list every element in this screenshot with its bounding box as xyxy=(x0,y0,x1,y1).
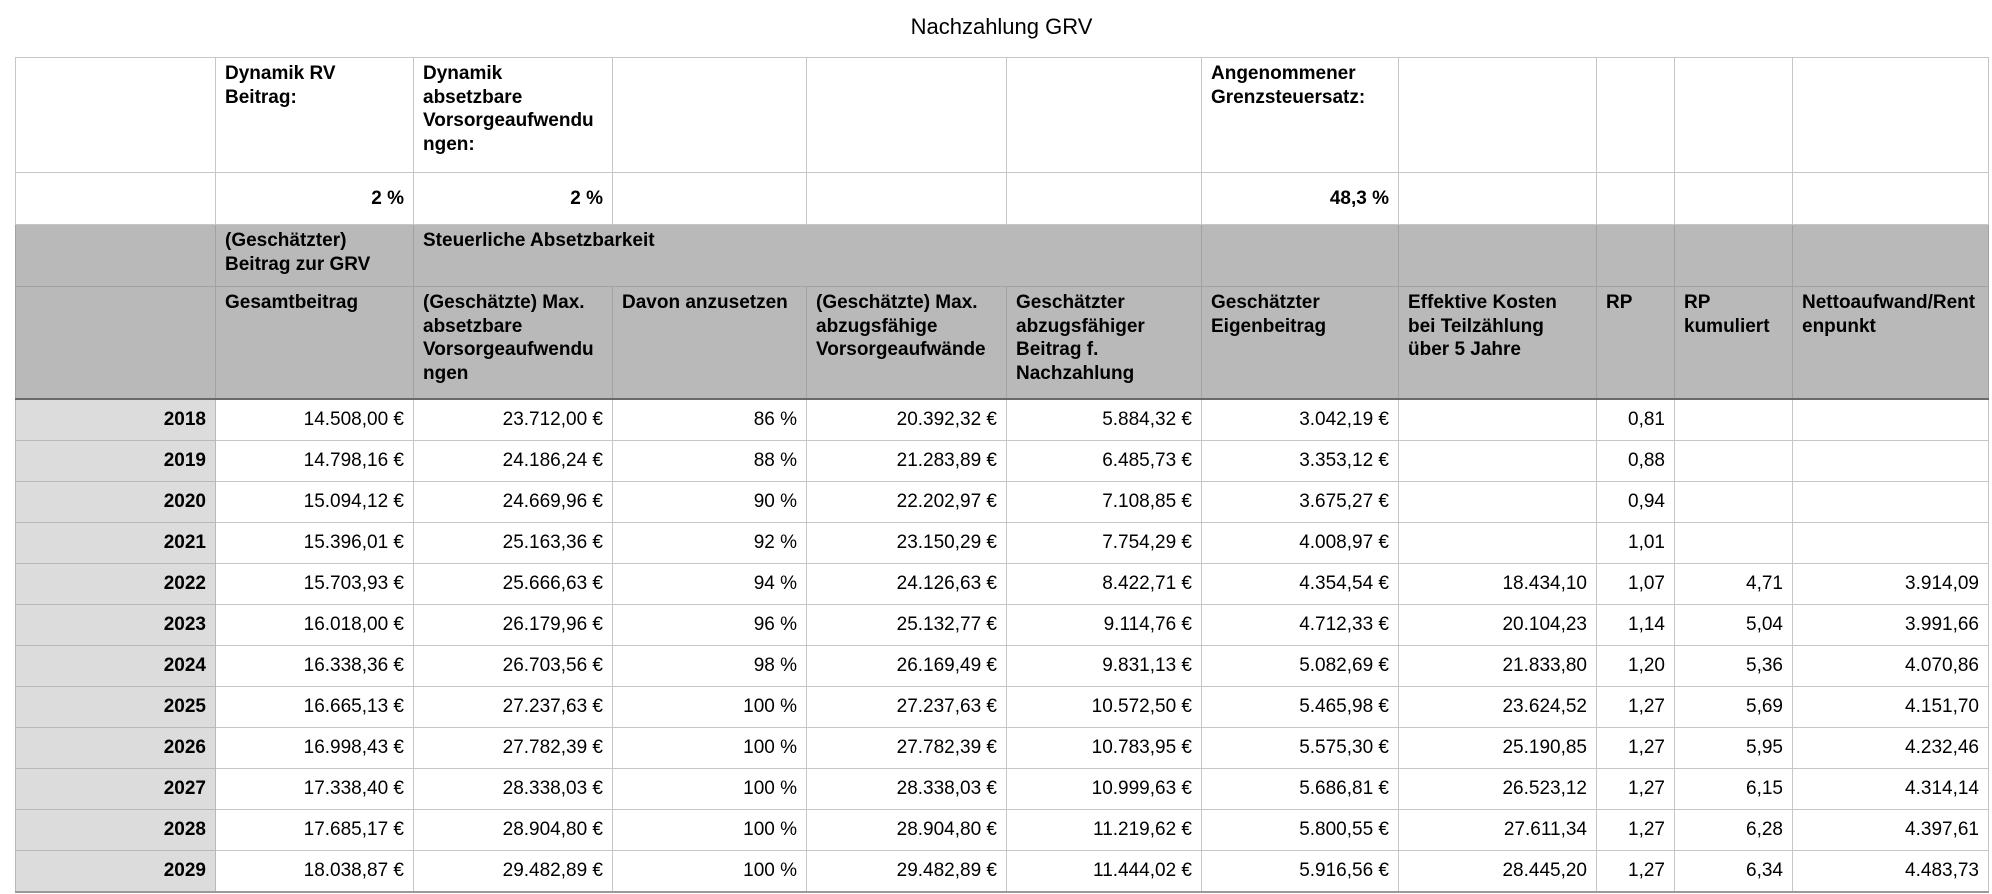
table-cell[interactable] xyxy=(1399,399,1597,441)
group-header-row xyxy=(16,225,1989,287)
column-header-effektive-kosten[interactable]: Effektive Kosten bei Teilzählung über 5 Jahre xyxy=(1399,287,1597,400)
table-cell[interactable]: 11.444,02 € xyxy=(1007,851,1202,893)
param-value-dynamik-vorsorge[interactable]: 2 % xyxy=(414,173,613,225)
table-cell[interactable]: 9.831,13 € xyxy=(1007,646,1202,687)
table-cell[interactable]: 6,15 xyxy=(1675,769,1793,810)
table-cell[interactable] xyxy=(1399,441,1597,482)
table-cell[interactable]: 1,01 xyxy=(1597,523,1675,564)
table-cell[interactable]: 4.008,97 € xyxy=(1202,523,1399,564)
group-header-absetzbarkeit[interactable]: Steuerliche Absetzbarkeit xyxy=(414,225,1202,287)
column-header-davon-anzusetzen[interactable]: Davon anzusetzen xyxy=(613,287,807,400)
empty-cell[interactable] xyxy=(1202,225,1399,287)
column-header-nettoaufwand[interactable]: Nettoaufwand/Rentenpunkt xyxy=(1793,287,1989,400)
table-cell[interactable]: 23.150,29 € xyxy=(807,523,1007,564)
table-cell[interactable]: 27.782,39 € xyxy=(807,728,1007,769)
table-cell[interactable]: 1,27 xyxy=(1597,851,1675,893)
row-header-cell[interactable] xyxy=(16,287,216,400)
table-cell[interactable]: 24.126,63 € xyxy=(807,564,1007,605)
row-header-year[interactable]: 2022 xyxy=(16,564,216,605)
table-cell[interactable]: 29.482,89 € xyxy=(414,851,613,893)
table-cell[interactable]: 21.283,89 € xyxy=(807,441,1007,482)
row-header-year[interactable]: 2026 xyxy=(16,728,216,769)
row-header-year[interactable]: 2029 xyxy=(16,851,216,893)
row-header-year[interactable]: 2019 xyxy=(16,441,216,482)
table-row xyxy=(16,441,1989,482)
table-cell[interactable]: 28.338,03 € xyxy=(807,769,1007,810)
column-header-max-absetzbare[interactable]: (Geschätzte) Max. absetzbare Vorsorgeaufwendungen xyxy=(414,287,613,400)
table-cell[interactable]: 1,14 xyxy=(1597,605,1675,646)
table-cell[interactable]: 4.314,14 xyxy=(1793,769,1989,810)
empty-cell[interactable] xyxy=(1597,225,1675,287)
table-row xyxy=(16,851,1989,893)
empty-cell[interactable] xyxy=(1675,58,1793,173)
table-cell[interactable]: 0,88 xyxy=(1597,441,1675,482)
table-cell[interactable] xyxy=(1675,482,1793,523)
table-cell[interactable]: 5,69 xyxy=(1675,687,1793,728)
table-cell[interactable]: 17.338,40 € xyxy=(216,769,414,810)
table-cell[interactable]: 15.396,01 € xyxy=(216,523,414,564)
table-cell[interactable]: 1,27 xyxy=(1597,810,1675,851)
table-cell[interactable]: 27.611,34 xyxy=(1399,810,1597,851)
empty-cell[interactable] xyxy=(1597,173,1675,225)
table-cell[interactable]: 4.712,33 € xyxy=(1202,605,1399,646)
table-cell[interactable]: 26.169,49 € xyxy=(807,646,1007,687)
empty-cell[interactable] xyxy=(613,173,807,225)
column-header-rp-kumuliert[interactable]: RP kumuliert xyxy=(1675,287,1793,400)
row-header-year[interactable]: 2024 xyxy=(16,646,216,687)
table-cell[interactable]: 4.070,86 xyxy=(1793,646,1989,687)
table-row xyxy=(16,564,1989,605)
table-cell[interactable]: 4,71 xyxy=(1675,564,1793,605)
table-cell[interactable]: 1,20 xyxy=(1597,646,1675,687)
table-cell[interactable]: 0,81 xyxy=(1597,399,1675,441)
table-cell[interactable]: 25.666,63 € xyxy=(414,564,613,605)
table-cell[interactable]: 5.686,81 € xyxy=(1202,769,1399,810)
table-cell[interactable]: 15.703,93 € xyxy=(216,564,414,605)
table-row xyxy=(16,605,1989,646)
param-value-grenzsteuersatz[interactable]: 48,3 % xyxy=(1202,173,1399,225)
table-cell[interactable]: 14.508,00 € xyxy=(216,399,414,441)
table-cell[interactable]: 29.482,89 € xyxy=(807,851,1007,893)
table-cell[interactable]: 10.572,50 € xyxy=(1007,687,1202,728)
table-cell[interactable]: 18.434,10 xyxy=(1399,564,1597,605)
table-cell[interactable]: 92 % xyxy=(613,523,807,564)
table-cell[interactable]: 100 % xyxy=(613,810,807,851)
row-header-year[interactable]: 2027 xyxy=(16,769,216,810)
table-row xyxy=(16,646,1989,687)
group-header-beitrag[interactable]: (Geschätzter) Beitrag zur GRV xyxy=(216,225,414,287)
table-body xyxy=(16,399,1989,892)
table-cell[interactable]: 98 % xyxy=(613,646,807,687)
table-cell[interactable]: 4.151,70 xyxy=(1793,687,1989,728)
table-cell[interactable]: 22.202,97 € xyxy=(807,482,1007,523)
table-cell[interactable]: 26.523,12 xyxy=(1399,769,1597,810)
table-cell[interactable]: 26.703,56 € xyxy=(414,646,613,687)
table-cell[interactable] xyxy=(1399,482,1597,523)
table-cell[interactable]: 100 % xyxy=(613,687,807,728)
table-cell[interactable]: 23.624,52 xyxy=(1399,687,1597,728)
table-cell[interactable]: 4.397,61 xyxy=(1793,810,1989,851)
table-cell[interactable]: 17.685,17 € xyxy=(216,810,414,851)
table-cell[interactable]: 16.998,43 € xyxy=(216,728,414,769)
table-cell[interactable]: 4.483,73 xyxy=(1793,851,1989,893)
table-cell[interactable] xyxy=(1675,441,1793,482)
table-cell[interactable]: 5,36 xyxy=(1675,646,1793,687)
table-cell[interactable]: 5.465,98 € xyxy=(1202,687,1399,728)
table-cell[interactable]: 1,27 xyxy=(1597,728,1675,769)
table-cell[interactable]: 28.904,80 € xyxy=(807,810,1007,851)
table-cell[interactable]: 6.485,73 € xyxy=(1007,441,1202,482)
empty-cell[interactable] xyxy=(1399,225,1597,287)
table-cell[interactable]: 5.916,56 € xyxy=(1202,851,1399,893)
table-cell[interactable]: 8.422,71 € xyxy=(1007,564,1202,605)
empty-cell[interactable] xyxy=(1675,173,1793,225)
table-row xyxy=(16,523,1989,564)
table-cell[interactable]: 27.237,63 € xyxy=(414,687,613,728)
table-cell[interactable]: 9.114,76 € xyxy=(1007,605,1202,646)
table-cell[interactable]: 100 % xyxy=(613,769,807,810)
empty-cell[interactable] xyxy=(1597,58,1675,173)
table-cell[interactable]: 7.108,85 € xyxy=(1007,482,1202,523)
table-cell[interactable]: 28.904,80 € xyxy=(414,810,613,851)
table-cell[interactable]: 3.991,66 xyxy=(1793,605,1989,646)
empty-cell[interactable] xyxy=(1793,58,1989,173)
param-label-row xyxy=(16,58,1989,173)
column-header-abzugsfaehiger-beitrag[interactable]: Geschätzter abzugsfähiger Beitrag f. Nachzahlung xyxy=(1007,287,1202,400)
page-title: Nachzahlung GRV xyxy=(910,14,1093,39)
table-cell[interactable]: 21.833,80 xyxy=(1399,646,1597,687)
row-header-cell[interactable] xyxy=(16,173,216,225)
spreadsheet-table xyxy=(15,57,1989,893)
row-header-year[interactable]: 2023 xyxy=(16,605,216,646)
table-cell[interactable]: 5.082,69 € xyxy=(1202,646,1399,687)
table-cell[interactable]: 27.237,63 € xyxy=(807,687,1007,728)
table-cell[interactable]: 15.094,12 € xyxy=(216,482,414,523)
table-row xyxy=(16,728,1989,769)
table-cell[interactable]: 96 % xyxy=(613,605,807,646)
table-cell[interactable]: 1,27 xyxy=(1597,687,1675,728)
param-label-dynamik-rv[interactable]: Dynamik RV Beitrag: xyxy=(216,58,414,173)
empty-cell[interactable] xyxy=(1007,173,1202,225)
table-row xyxy=(16,399,1989,441)
table-cell[interactable]: 100 % xyxy=(613,728,807,769)
empty-cell[interactable] xyxy=(807,58,1007,173)
column-header-gesamtbeitrag[interactable]: Gesamtbeitrag xyxy=(216,287,414,400)
table-cell[interactable]: 28.338,03 € xyxy=(414,769,613,810)
table-cell[interactable]: 0,94 xyxy=(1597,482,1675,523)
row-header-year[interactable]: 2028 xyxy=(16,810,216,851)
table-cell[interactable]: 18.038,87 € xyxy=(216,851,414,893)
table-cell[interactable]: 3.675,27 € xyxy=(1202,482,1399,523)
table-cell[interactable]: 90 % xyxy=(613,482,807,523)
column-header-row xyxy=(16,287,1989,400)
table-cell[interactable]: 3.914,09 xyxy=(1793,564,1989,605)
column-header-rp[interactable]: RP xyxy=(1597,287,1675,400)
table-cell[interactable]: 28.445,20 xyxy=(1399,851,1597,893)
table-cell[interactable]: 20.392,32 € xyxy=(807,399,1007,441)
empty-cell[interactable] xyxy=(807,173,1007,225)
table-cell[interactable]: 3.353,12 € xyxy=(1202,441,1399,482)
table-cell[interactable] xyxy=(1793,482,1989,523)
table-cell[interactable]: 94 % xyxy=(613,564,807,605)
table-cell[interactable]: 4.232,46 xyxy=(1793,728,1989,769)
table-cell[interactable] xyxy=(1793,441,1989,482)
row-header-year[interactable]: 2025 xyxy=(16,687,216,728)
table-cell[interactable]: 1,27 xyxy=(1597,769,1675,810)
empty-cell[interactable] xyxy=(1793,225,1989,287)
table-cell[interactable]: 23.712,00 € xyxy=(414,399,613,441)
table-cell[interactable]: 5.575,30 € xyxy=(1202,728,1399,769)
table-cell[interactable]: 88 % xyxy=(613,441,807,482)
table-cell[interactable]: 25.132,77 € xyxy=(807,605,1007,646)
table-cell[interactable]: 5,95 xyxy=(1675,728,1793,769)
table-cell[interactable]: 6,34 xyxy=(1675,851,1793,893)
table-cell[interactable]: 1,07 xyxy=(1597,564,1675,605)
table-cell[interactable] xyxy=(1675,399,1793,441)
table-cell[interactable]: 25.190,85 xyxy=(1399,728,1597,769)
column-header-max-abzugsfaehige[interactable]: (Geschätzte) Max. abzugsfähige Vorsorgeaufwände xyxy=(807,287,1007,400)
table-cell[interactable] xyxy=(1675,523,1793,564)
table-cell[interactable]: 16.018,00 € xyxy=(216,605,414,646)
row-header-year[interactable]: 2018 xyxy=(16,399,216,441)
table-cell[interactable]: 10.999,63 € xyxy=(1007,769,1202,810)
table-cell[interactable]: 26.179,96 € xyxy=(414,605,613,646)
table-cell[interactable]: 6,28 xyxy=(1675,810,1793,851)
empty-cell[interactable] xyxy=(1399,173,1597,225)
corner-cell[interactable] xyxy=(16,58,216,173)
empty-cell[interactable] xyxy=(1399,58,1597,173)
empty-cell[interactable] xyxy=(613,58,807,173)
table-row xyxy=(16,687,1989,728)
empty-cell[interactable] xyxy=(1675,225,1793,287)
table-cell[interactable] xyxy=(1399,523,1597,564)
param-value-row xyxy=(16,173,1989,225)
table-cell[interactable]: 5.884,32 € xyxy=(1007,399,1202,441)
table-cell[interactable]: 4.354,54 € xyxy=(1202,564,1399,605)
row-header-year[interactable]: 2021 xyxy=(16,523,216,564)
table-cell[interactable]: 24.669,96 € xyxy=(414,482,613,523)
table-row xyxy=(16,482,1989,523)
empty-cell[interactable] xyxy=(1793,173,1989,225)
table-cell[interactable]: 16.665,13 € xyxy=(216,687,414,728)
param-label-dynamik-vorsorge[interactable]: Dynamik absetzbare Vorsorgeaufwendungen: xyxy=(414,58,613,173)
table-cell[interactable]: 20.104,23 xyxy=(1399,605,1597,646)
empty-cell[interactable] xyxy=(1007,58,1202,173)
column-header-eigenbeitrag[interactable]: Geschätzter Eigenbeitrag xyxy=(1202,287,1399,400)
table-row xyxy=(16,769,1989,810)
table-cell[interactable]: 86 % xyxy=(613,399,807,441)
row-header-year[interactable]: 2020 xyxy=(16,482,216,523)
table-cell[interactable]: 7.754,29 € xyxy=(1007,523,1202,564)
table-cell[interactable] xyxy=(1793,399,1989,441)
table-cell[interactable]: 5.800,55 € xyxy=(1202,810,1399,851)
table-cell[interactable]: 25.163,36 € xyxy=(414,523,613,564)
table-cell[interactable]: 10.783,95 € xyxy=(1007,728,1202,769)
param-value-dynamik-rv[interactable]: 2 % xyxy=(216,173,414,225)
row-header-cell[interactable] xyxy=(16,225,216,287)
table-cell[interactable]: 14.798,16 € xyxy=(216,441,414,482)
table-cell[interactable]: 27.782,39 € xyxy=(414,728,613,769)
table-cell[interactable]: 16.338,36 € xyxy=(216,646,414,687)
table-cell[interactable]: 24.186,24 € xyxy=(414,441,613,482)
table-cell[interactable]: 11.219,62 € xyxy=(1007,810,1202,851)
table-cell[interactable]: 3.042,19 € xyxy=(1202,399,1399,441)
table-cell[interactable] xyxy=(1793,523,1989,564)
param-label-grenzsteuersatz[interactable]: Angenommener Grenzsteuersatz: xyxy=(1202,58,1399,173)
table-row xyxy=(16,810,1989,851)
table-cell[interactable]: 100 % xyxy=(613,851,807,893)
table-cell[interactable]: 5,04 xyxy=(1675,605,1793,646)
